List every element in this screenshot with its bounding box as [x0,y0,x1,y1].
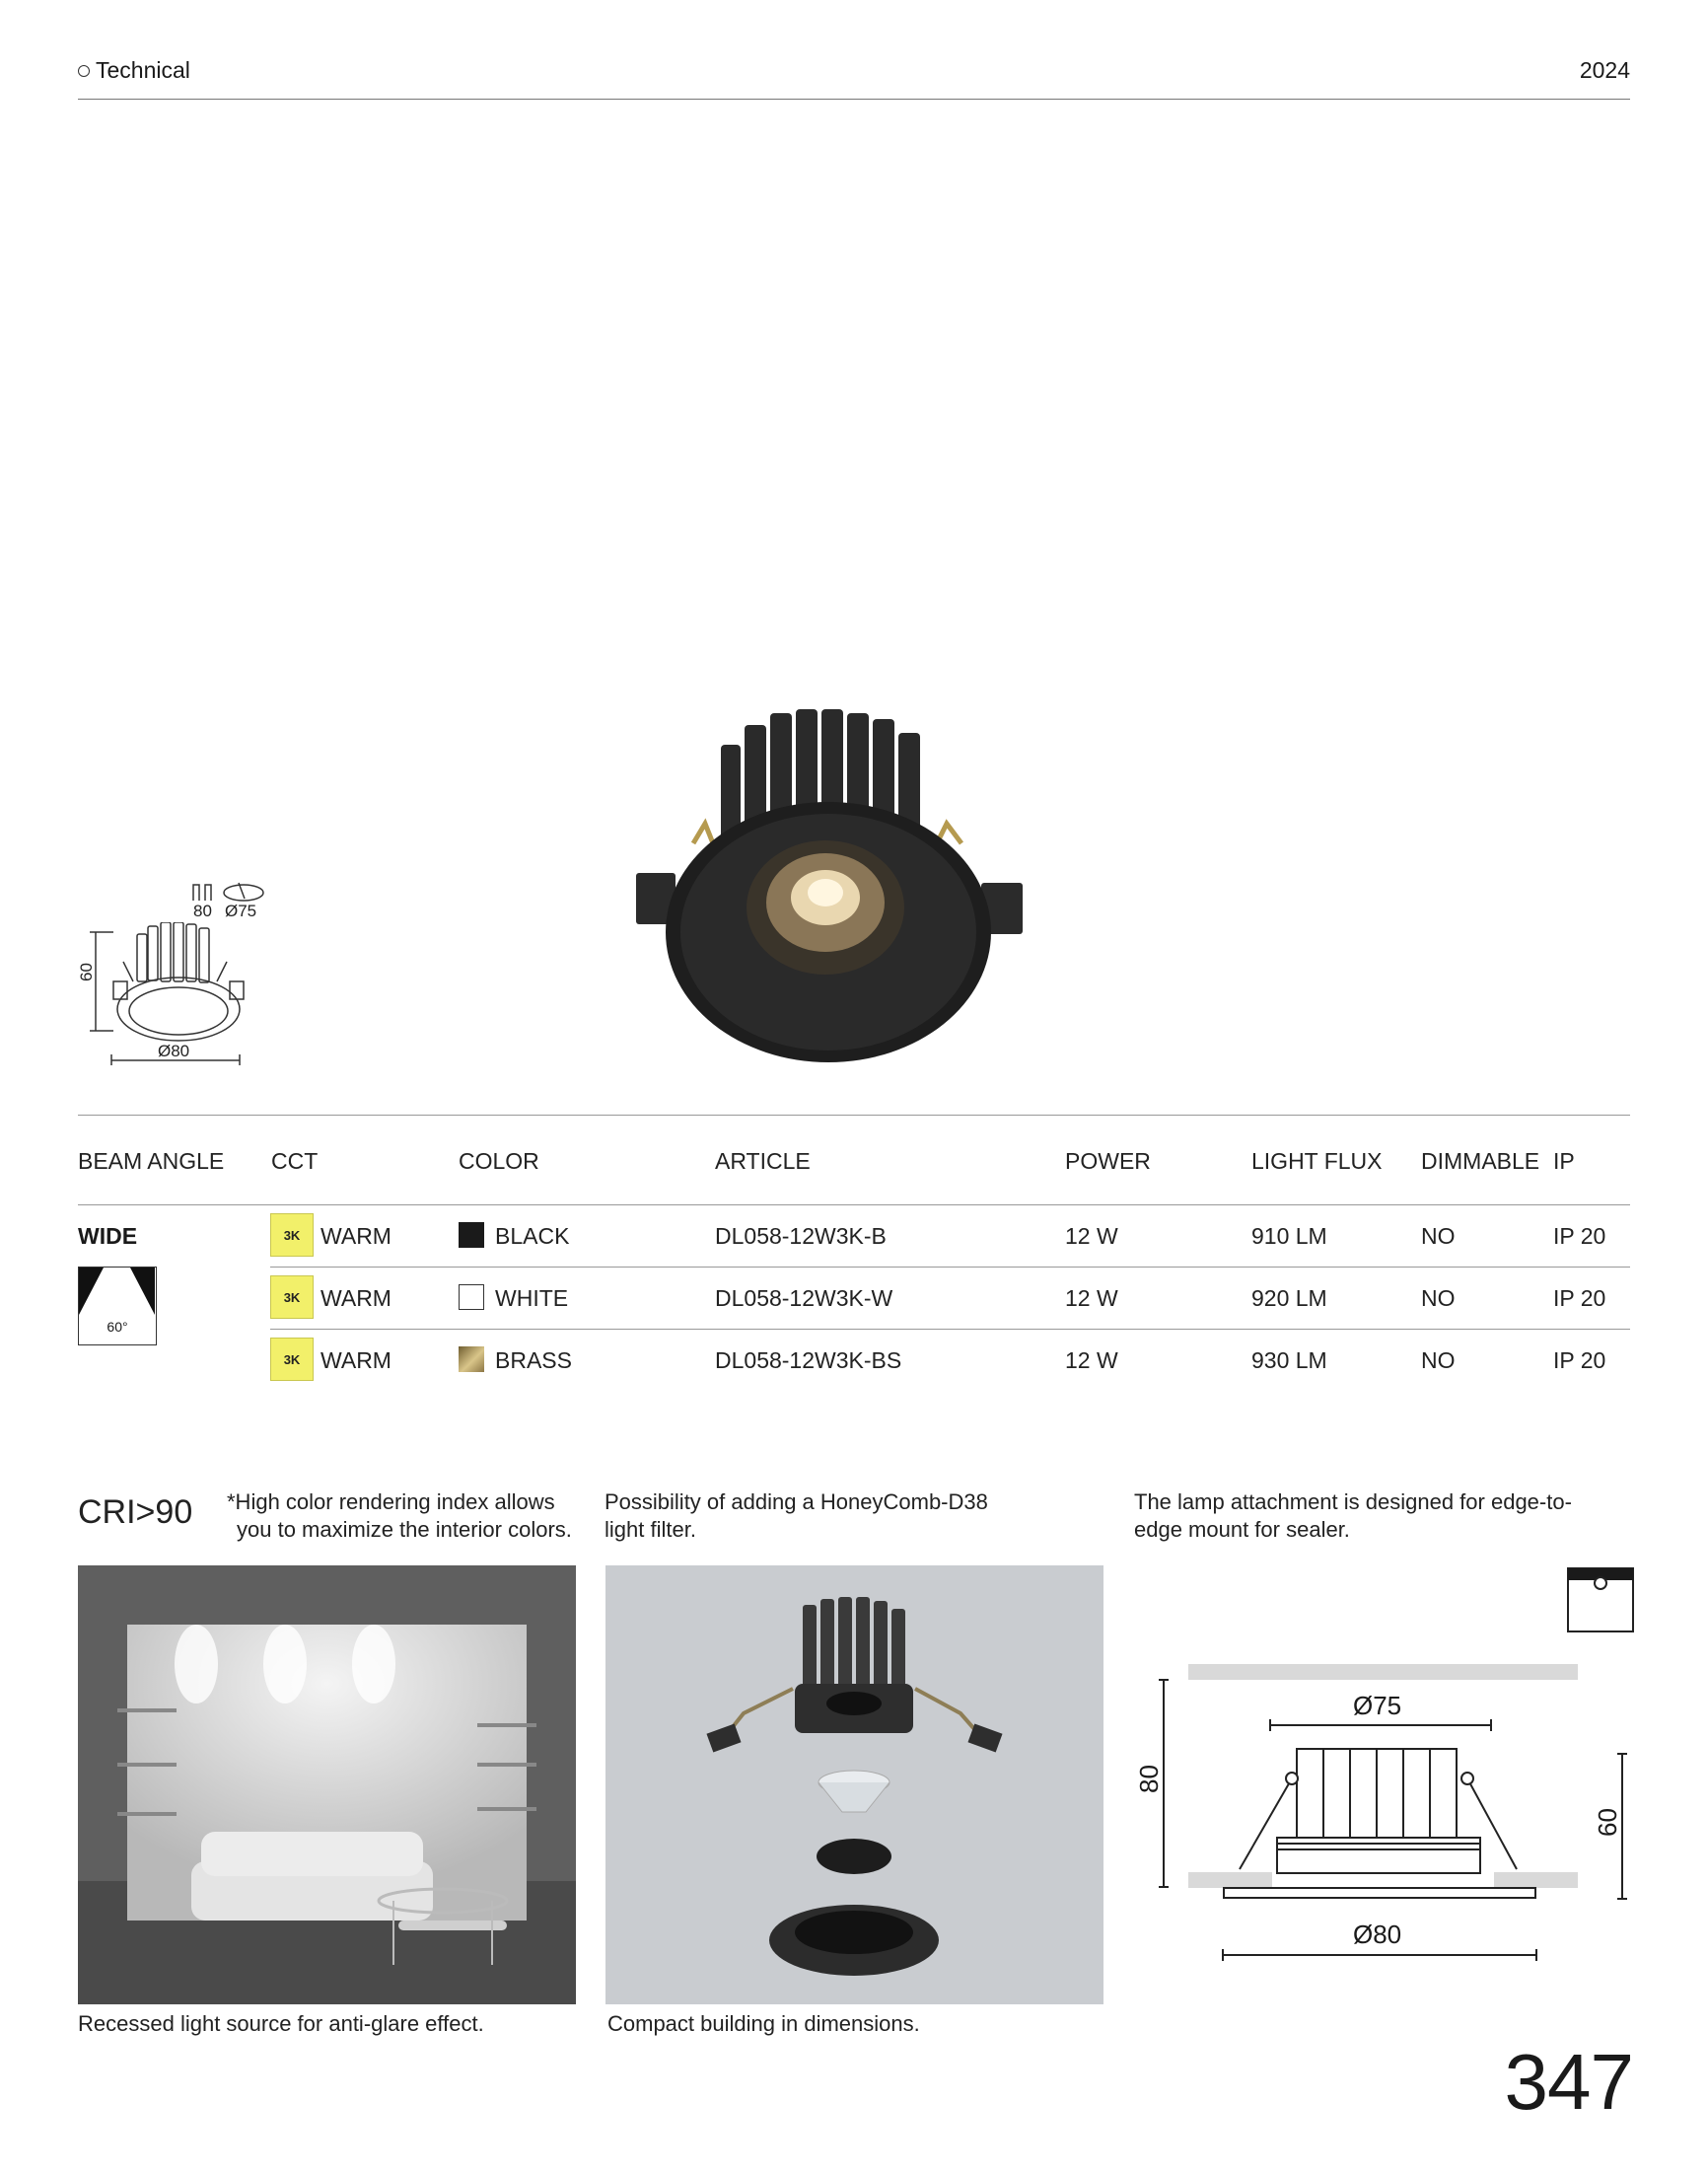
color-value: BLACK [495,1223,570,1249]
mini-dim-height-icon: 80 [193,902,212,920]
article-value: DL058-12W3K-W [715,1285,893,1311]
exploded-parts-photo [605,1565,1103,2004]
beam-angle-value: 60° [107,1319,128,1335]
product-photo [606,705,1050,1070]
color-swatch-white [459,1284,484,1310]
install-dim-outer: Ø80 [1353,1920,1402,1949]
color-swatch-brass [459,1346,484,1372]
dimmable-value: NO [1421,1347,1456,1373]
col-header-cct: CCT [271,1148,319,1174]
ip-value: IP 20 [1553,1347,1606,1373]
col-header-article: ARTICLE [715,1148,811,1174]
power-value: 12 W [1065,1285,1118,1311]
honeycomb-note-line1: Possibility of adding a HoneyComb-D38 [605,1489,988,1514]
install-dim-body-height: 60 [1593,1808,1622,1837]
honeycomb-note-line2: light filter. [605,1517,696,1542]
dimmable-value: NO [1421,1223,1456,1249]
room-photo [78,1565,576,2004]
cri-heading: CRI>90 [78,1493,193,1531]
col-header-ip: IP [1553,1148,1575,1174]
cct-value: WARM [320,1223,391,1249]
table-row-rule [270,1329,1630,1330]
mini-dim-height: 60 [77,963,96,981]
attachment-note-line1: The lamp attachment is designed for edge-to- [1134,1489,1572,1514]
dimmable-value: NO [1421,1285,1456,1311]
cri-note-line1: *High color rendering index allows [227,1489,555,1514]
beam-angle-label: WIDE [78,1223,138,1249]
section-label: Technical [96,57,190,83]
article-value: DL058-12W3K-B [715,1223,887,1249]
catalog-year: 2024 [1579,57,1630,83]
col-header-color: COLOR [459,1148,539,1174]
flux-value: 920 LM [1251,1285,1327,1311]
flux-value: 930 LM [1251,1347,1327,1373]
color-value: BRASS [495,1347,572,1373]
room-photo-caption: Recessed light source for anti-glare effect. [78,2011,484,2036]
page-number: 347 [1504,2038,1633,2126]
edge-mount-icon [1568,1568,1633,1631]
cct-badge: 3K [270,1275,314,1319]
section-title [78,57,190,84]
ip-value: IP 20 [1553,1223,1606,1249]
col-header-beam-angle: BEAM ANGLE [78,1148,225,1174]
power-value: 12 W [1065,1347,1118,1373]
col-header-power: POWER [1065,1148,1151,1174]
color-swatch-black [459,1222,484,1248]
table-header-rule [78,1204,1630,1205]
cct-badge: 3K [270,1338,314,1381]
parts-photo-caption: Compact building in dimensions. [607,2011,920,2036]
install-dim-total-height: 80 [1134,1765,1164,1793]
mini-dim-diameter: Ø80 [158,1042,190,1060]
cct-value: WARM [320,1347,391,1373]
table-top-rule [78,1115,1630,1116]
mini-dim-hole: Ø75 [225,902,257,920]
col-header-light-flux: LIGHT FLUX [1251,1148,1383,1174]
color-value: WHITE [495,1285,569,1311]
attachment-note-line2: edge mount for sealer. [1134,1517,1350,1542]
cct-badge: 3K [270,1213,314,1257]
cct-value: WARM [320,1285,391,1311]
cri-note-line2: you to maximize the interior colors. [237,1517,572,1542]
beam-angle-icon [78,1267,157,1345]
power-value: 12 W [1065,1223,1118,1249]
header-divider [78,99,1630,100]
flux-value: 910 LM [1251,1223,1327,1249]
article-value: DL058-12W3K-BS [715,1347,902,1373]
table-row-rule [270,1267,1630,1268]
circle-bullet-icon [78,65,90,77]
ip-value: IP 20 [1553,1285,1606,1311]
install-dim-inner: Ø75 [1353,1691,1402,1720]
col-header-dimmable: DIMMABLE [1421,1148,1540,1174]
